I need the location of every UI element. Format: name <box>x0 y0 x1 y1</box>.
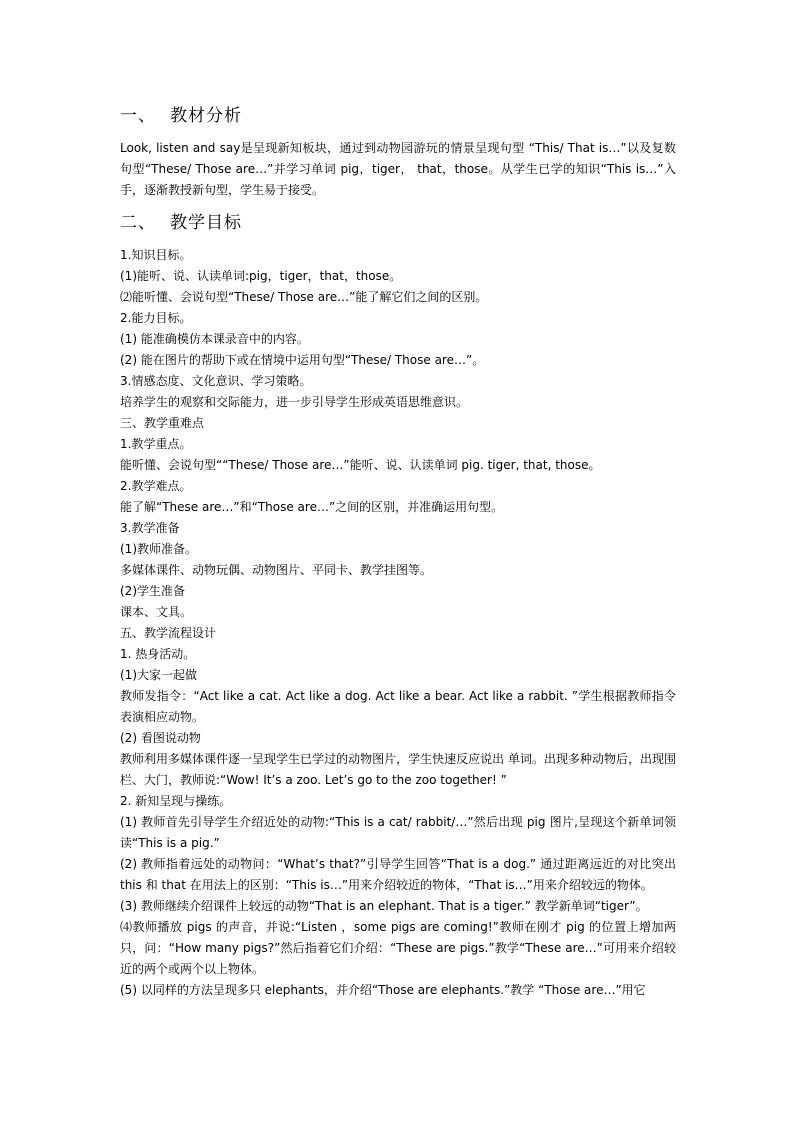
text-paragraph: (3) 教师继续介绍课件上较远的动物“That is an elephant. That is a tiger.” 教学新单词“tiger”。 <box>120 899 648 913</box>
text-line: 1.教学重点。 <box>120 437 192 451</box>
text-line: 多媒体课件、动物玩偶、动物图片、平同卡、教学挂图等。 <box>120 563 433 577</box>
text-line: (1) 能准确模仿本课录音中的内容。 <box>120 332 309 346</box>
text-line: 五、教学流程设计 <box>120 626 217 640</box>
section-heading-1 <box>120 104 676 128</box>
text-line: ⑵能听懂、会说句型“These/ Those are…”能了解它们之间的区别。 <box>120 290 488 304</box>
document-body <box>120 104 676 1001</box>
text-line: 2.能力目标。 <box>120 311 192 325</box>
text-paragraph: 教师利用多媒体课件逐一呈现学生已学过的动物图片，学生快速反应说出 单词。出现多种动物后，出现围栏、大门，教师说:“Wow! It’s a zoo. Let’s go to the zoo together! ” <box>120 752 676 787</box>
heading-number: 二、 <box>120 213 156 233</box>
text-paragraph: (1) 教师首先引导学生介绍近处的动物:“This is a cat/ rabbit/…”然后出现 pig 图片,呈现这个新单词领读“This is a pig.” <box>120 815 676 850</box>
text-line: 3.教学准备 <box>120 521 180 535</box>
text-line: (2) 能在图片的帮助下或在情境中运用句型“These/ Those are…”。 <box>120 353 485 367</box>
text-paragraph: (5) 以同样的方法呈现多只 elephants，并介绍“Those are elephants.”教学 “Those are…”用它 <box>120 983 646 997</box>
text-line: (1)能听、说、认读单词:pig，tiger，that，those。 <box>120 269 402 283</box>
text-line: 能了解“These are…”和“Those are…”之间的区别，并准确运用句型。 <box>120 500 504 514</box>
text-line: 培养学生的观察和交际能力，进一步引导学生形成英语思维意识。 <box>120 395 469 409</box>
heading-text: 教材分析 <box>170 106 242 126</box>
text-line: 1. 热身活动。 <box>120 647 196 661</box>
text-line: 1.知识目标。 <box>120 248 192 262</box>
text-line: 2.教学难点。 <box>120 479 192 493</box>
text-line: (1)教师准备。 <box>120 542 197 556</box>
text-paragraph: ⑷教师播放 pigs 的声音，并说:“Listen ，some pigs are coming!”教师在刚才 pig 的位置上增加两只，问：“How many pigs?”然后指着它们介绍：“These are pigs.”教学“These are…”可用来介绍较近的两个或两个以上物体。 <box>120 920 676 976</box>
heading-text: 教学目标 <box>170 213 242 233</box>
text-line: 能听懂、会说句型““These/ Those are…”能听、说、认读单词 pig. tiger, that, those。 <box>120 458 601 472</box>
text-line: 3.情感态度、文化意识、学习策略。 <box>120 374 312 388</box>
section-heading-2 <box>120 211 676 235</box>
text-line: (2)学生准备 <box>120 584 185 598</box>
text-line: (1)大家一起做 <box>120 668 197 682</box>
text-paragraph: 2. 新知呈现与操练。 <box>120 794 232 808</box>
text-line: 课本、文具。 <box>120 605 193 619</box>
text-paragraph: (2) 教师指着远处的动物问：“What’s that?”引导学生回答“That is a dog.” 通过距离远近的对比突出this 和 that 在用法上的区别：“This is…”用来介绍较近的物体，“That is…”用来介绍较远的物体。 <box>120 857 676 892</box>
analysis-paragraph: Look, listen and say是呈现新知板块，通过到动物园游玩的情景呈现句型 “This/ That is…”以及复数句型“These/ Those are…”并学习单词 pig，tiger， that，those。从学生已学的知识“This is…”入手，逐渐教授新句型，学生易于接受。 <box>120 141 676 197</box>
text-line: 三、教学重难点 <box>120 416 205 430</box>
heading-number: 一、 <box>120 106 156 126</box>
text-paragraph: 教师发指令：“Act like a cat. Act like a dog. Act like a bear. Act like a rabbit. ”学生根据教师指令表演相应动物。 <box>120 689 676 724</box>
text-paragraph: (2) 看图说动物 <box>120 731 201 745</box>
